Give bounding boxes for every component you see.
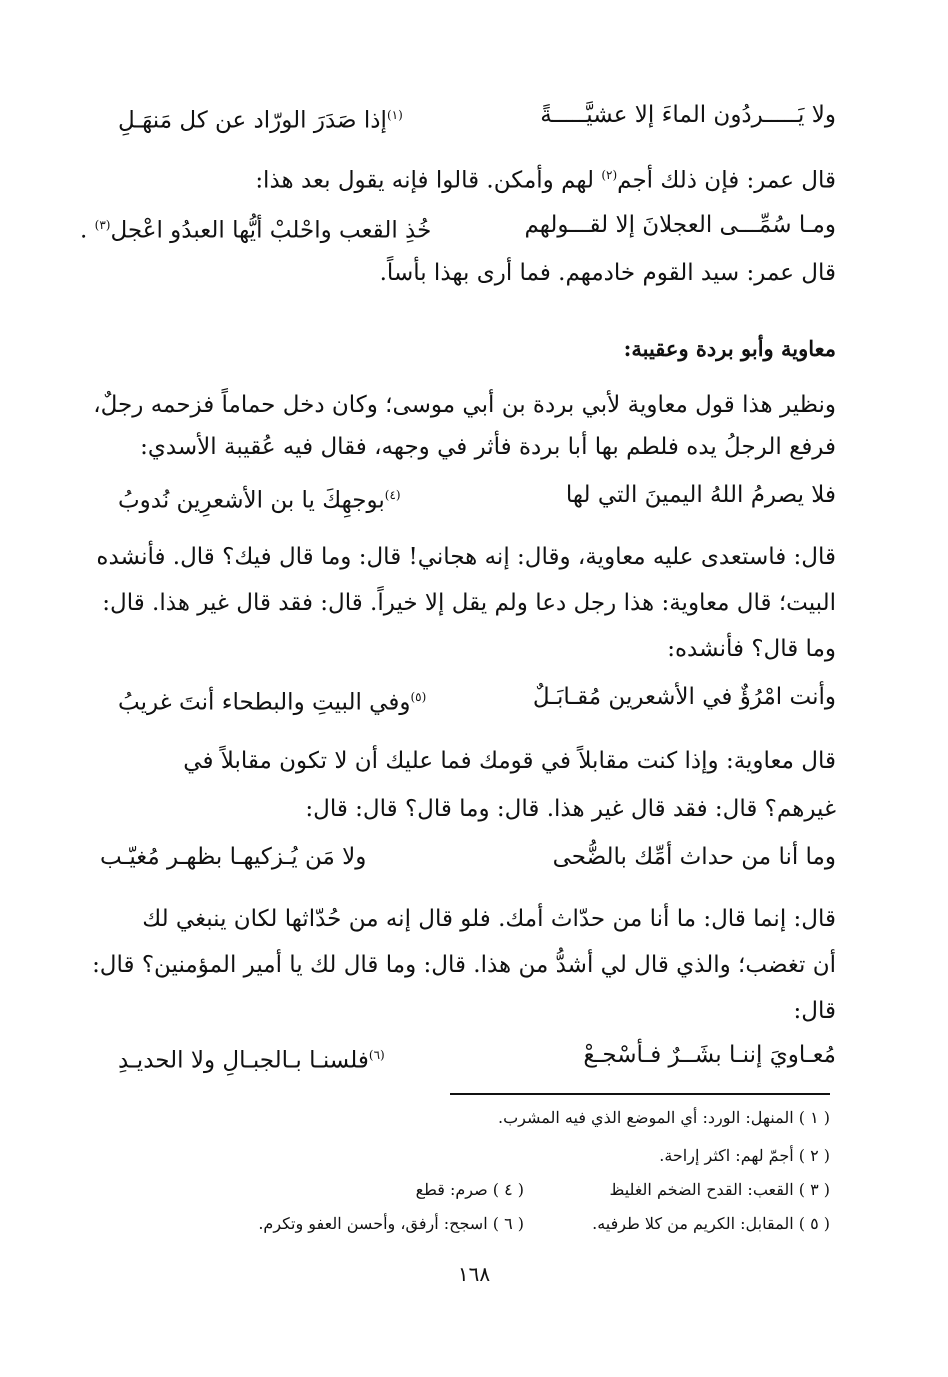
- verse-text: بوجهِكَ يا بن الأشعرِين نُدوبُ: [118, 487, 385, 514]
- text: غيرهم؟ قال: فقد قال غير هذا. قال: وما قال؟ قال: قال:: [305, 796, 836, 822]
- paragraph-line: [102, 586, 836, 620]
- text: ونظير هذا قول معاوية لأبي بردة بن أبي موسى؛ وكان دخل حماماً فزحمه رجلٌ،: [93, 392, 836, 418]
- text: وما قال؟ فأنشده:: [667, 636, 836, 662]
- verse-text: فلسنـا بـالجبـالِ ولا الحديـدِ: [118, 1047, 369, 1074]
- paragraph-line: [111, 902, 836, 936]
- verse-text: فلا يصرمُ اللهُ اليمينَ التي لها: [565, 482, 836, 508]
- footnote-marker: (٣): [94, 218, 111, 232]
- text: قال عمر: سيد القوم خادمهم. فما أرى بهذا بأساً.: [379, 260, 836, 286]
- text: لهم وأمكن. قالوا فإنه يقول بعد هذا:: [255, 167, 602, 194]
- paragraph-line: [111, 158, 836, 198]
- paragraph-line: [111, 792, 836, 826]
- paragraph-line: [111, 994, 836, 1028]
- footnote-number: ( ٥ ): [798, 1214, 830, 1233]
- verse-1-second-hemistich: [118, 98, 403, 138]
- footnote-text: اسجح: أرفق، وأحسن العفو وتكرم.: [258, 1214, 488, 1233]
- verse-text: ولا يَـــــردُون الماءَ إلا عشيَّـــــةً: [540, 102, 836, 128]
- footnote-number: ( ١ ): [798, 1108, 830, 1127]
- verse-3-first-hemistich: [566, 478, 836, 512]
- heading-text: معاوية وأبو بردة وعقيبة:: [623, 336, 836, 361]
- paragraph-line: [93, 388, 836, 422]
- text: قال: إنما قال: ما أنا من حدّاث أمك. فلو قال إنه من حُدّاثها لكان ينبغي لك: [142, 906, 836, 932]
- text: قال:: [793, 998, 836, 1024]
- verse-text: وأنت امْرُؤٌ في الأشعرين مُقـابَـلٌ: [532, 684, 836, 710]
- footnote-3: [610, 1180, 831, 1199]
- footnote-6: [258, 1214, 524, 1233]
- footnote-number: ( ٦ ): [492, 1214, 524, 1233]
- footnote-marker: (٥): [410, 690, 427, 704]
- paragraph-line: [111, 430, 836, 464]
- footnote-text: صرم: قطع: [415, 1180, 488, 1199]
- verse-text: وفي البيتِ والبطحاء أنتَ غريبُ: [118, 689, 411, 716]
- footnote-text: أجمّ لهم: اكثر إراحة.: [659, 1146, 794, 1165]
- verse-6-second-hemistich: [118, 1038, 385, 1078]
- footnote-marker: (٤): [384, 488, 401, 502]
- text: قال عمر: فإن ذلك أجم: [617, 167, 836, 194]
- verse-4-first-hemistich: [533, 680, 836, 714]
- verse-text: مُعـاويَ إننـا بشَــرٌ فـأسْجـعْ: [583, 1042, 836, 1068]
- verse-3-second-hemistich: [118, 478, 401, 518]
- footnote-text: القعب: القدح الضخم الغليظ: [609, 1180, 794, 1199]
- text: أن تغضب؛ والذي قال لي أشدُّ من هذا. قال: وما قال لك يا أمير المؤمنين؟ قال:: [92, 952, 836, 978]
- footnote-4: [416, 1180, 524, 1199]
- text: .: [80, 217, 95, 244]
- footnote-text: المقابل: الكريم من كلا طرفيه.: [592, 1214, 794, 1233]
- text: فرفع الرجلُ يده فلطم بها أبا بردة فأثر في وجهه، فقال فيه عُقيبة الأسدي:: [140, 434, 836, 460]
- verse-text: ومـا سُمِّـــى العجلانَ إلا لقـــولهم: [524, 212, 836, 238]
- text: قال معاوية: وإذا كنت مقابلاً في قومك فما عليك أن لا تكون مقابلاً في: [183, 748, 836, 774]
- verse-text: ولا مَن يُـزكيهـا بظهـر مُغيّـب: [100, 844, 367, 870]
- footnote-number: ( ٢ ): [798, 1146, 830, 1165]
- footnote-number: ( ٤ ): [492, 1180, 524, 1199]
- text: قال: فاستعدى عليه معاوية، وقال: إنه هجاني! قال: وما قال فيك؟ قال. فأنشده: [96, 544, 836, 570]
- footnote-marker: (١): [386, 108, 403, 122]
- paragraph-line: [96, 540, 836, 574]
- paragraph-line: [111, 744, 836, 778]
- text: البيت؛ قال معاوية: هذا رجل دعا ولم يقل إلا خيراً. قال: فقد قال غير هذا. قال:: [102, 590, 836, 616]
- verse-1-first-hemistich: [540, 98, 836, 132]
- paragraph-line: [92, 948, 836, 982]
- verse-6-first-hemistich: [583, 1038, 836, 1072]
- paragraph-line: [111, 632, 836, 666]
- footnote-1: [498, 1108, 830, 1127]
- footnote-text: المنهل: الورد: أي الموضع الذي فيه المشرب.: [498, 1108, 794, 1127]
- footnote-marker: (٢): [601, 168, 618, 182]
- footnote-separator: [450, 1093, 830, 1095]
- footnote-5: [592, 1214, 830, 1233]
- verse-4-second-hemistich: [118, 680, 426, 720]
- verse-5-second-hemistich: [100, 840, 366, 874]
- page-number: ١٦٨: [457, 1262, 491, 1286]
- verse-text: إذا صَدَرَ الورّاد عن كل مَنهَـلِ: [118, 107, 387, 134]
- paragraph-line: [111, 256, 836, 290]
- verse-text: وما أنا من حداث أمِّك بالضُّحى: [552, 844, 836, 870]
- verse-2-second-hemistich: [80, 208, 431, 248]
- footnote-marker: (٦): [368, 1048, 385, 1062]
- footnote-number: ( ٣ ): [798, 1180, 830, 1199]
- verse-5-first-hemistich: [553, 840, 836, 874]
- verse-2-first-hemistich: [525, 208, 837, 242]
- footnote-2: [659, 1146, 830, 1165]
- verse-text: خُذِ القعب واحْلبْ أيُّها العبدُو اعْجل: [110, 217, 432, 244]
- section-heading: [624, 336, 836, 361]
